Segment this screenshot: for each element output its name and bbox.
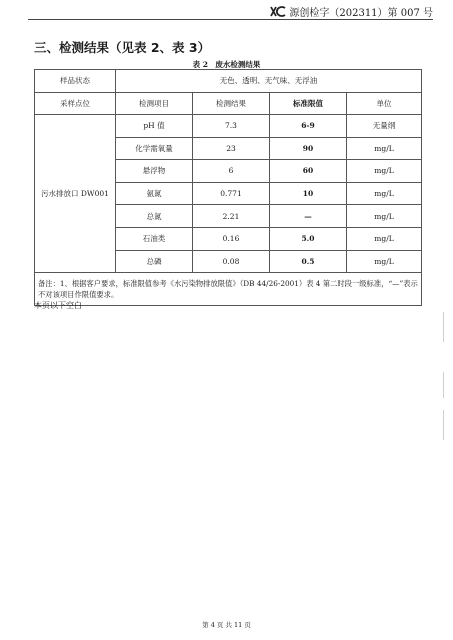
table-note-row [35,273,422,306]
sample-state-label: 样品状态 [35,70,116,93]
binding-edge-mark [443,312,452,342]
test-result: 23 [193,137,270,160]
column-header-location: 采样点位 [35,92,116,115]
column-header-item: 检测项目 [116,92,193,115]
page-footer: 第 4 页 共 11 页 [202,621,251,629]
sample-state-row [35,70,422,93]
report-header [270,4,433,19]
binding-edge-mark [443,410,452,440]
wastewater-results-table [34,69,422,306]
standard-limit: 6-9 [270,115,347,138]
column-header-limit: 标准限值 [270,92,347,115]
test-item: 总磷 [116,250,193,273]
test-result: 0.08 [193,250,270,273]
unit: 无量纲 [347,115,422,138]
unit: mg/L [347,137,422,160]
section-title: 三、检测结果（见表 2、表 3） [34,40,211,55]
test-item: 氨氮 [116,182,193,205]
standard-limit: 60 [270,160,347,183]
unit: mg/L [347,182,422,205]
header-divider [28,19,433,20]
test-item: 化学需氧量 [116,137,193,160]
test-item: 悬浮物 [116,160,193,183]
binding-edge-mark [443,372,452,398]
sample-state-value: 无色、透明、无气味、无浮油 [116,70,422,93]
table-row [35,115,422,138]
test-item: 石油类 [116,227,193,250]
standard-limit: 90 [270,137,347,160]
table-header-row [35,92,422,115]
xc-logo-icon [270,6,286,17]
test-result: 7.3 [193,115,270,138]
unit: mg/L [347,205,422,228]
standard-limit: 5.0 [270,227,347,250]
test-result: 2.21 [193,205,270,228]
test-result: 6 [193,160,270,183]
test-item: pH 值 [116,115,193,138]
report-number: 源创检字（202311）第 007 号 [289,8,433,19]
table-note: 备注：1、根据客户要求，标准限值参考《水污染物排放限值》（DB 44/26-2001）表 4 第二时段一级标准，“—”表示不对该项目作限值要求。 [35,273,422,306]
test-item: 总氮 [116,205,193,228]
test-result: 0.771 [193,182,270,205]
test-result: 0.16 [193,227,270,250]
standard-limit: 10 [270,182,347,205]
unit: mg/L [347,160,422,183]
unit: mg/L [347,250,422,273]
unit: mg/L [347,227,422,250]
standard-limit: — [270,205,347,228]
column-header-result: 检测结果 [193,92,270,115]
sampling-location: 污水排放口 DW001 [35,115,116,273]
blank-page-notice: 本页以下空白 [34,301,82,310]
column-header-unit: 单位 [347,92,422,115]
table-caption: 表 2 废水检测结果 [192,60,261,69]
standard-limit: 0.5 [270,250,347,273]
